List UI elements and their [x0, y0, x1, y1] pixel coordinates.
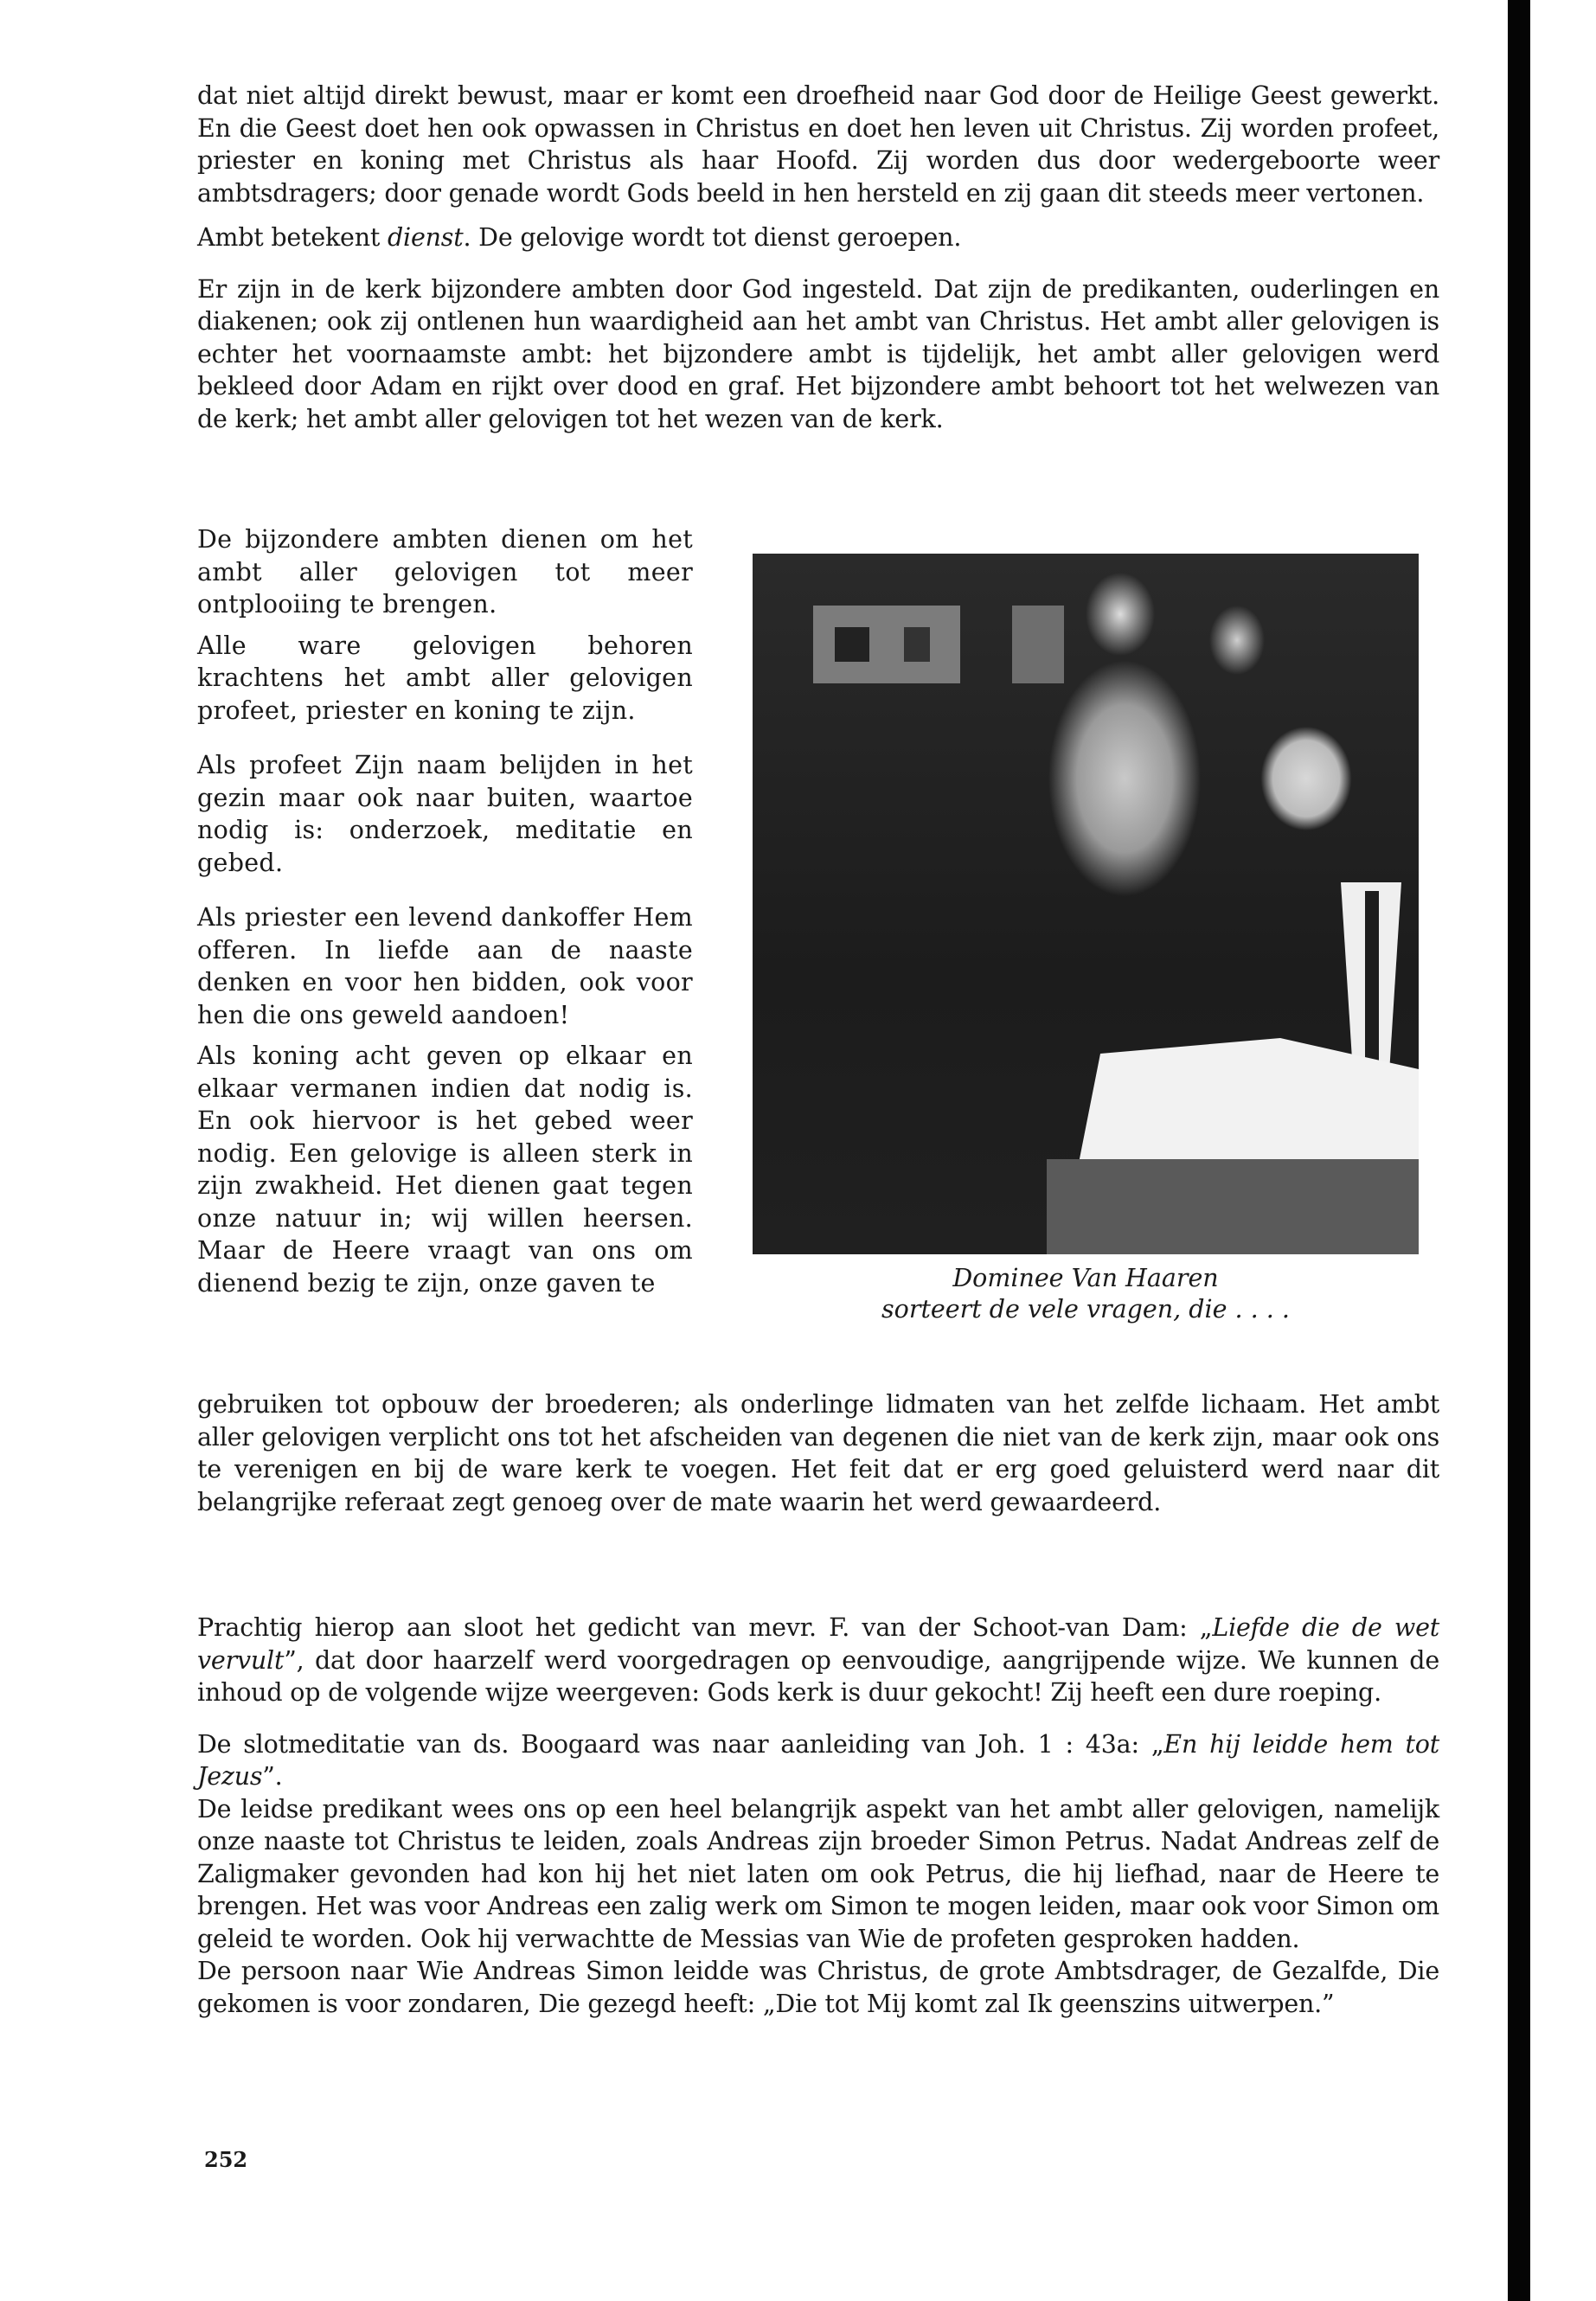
paragraph-gedicht: Prachtig hierop aan sloot het gedicht van mevr. F. van der Schoot-van Dam: „Liefde die de wet vervult”, dat door haarzelf werd voorgedragen op eenvoudige, aangrijpende wijze. We kunnen de inhoud op de volgende wijze weergeven: Gods kerk is duur gekocht! Zij heeft een dure roeping. — [197, 1613, 1439, 1707]
wall-frame — [813, 606, 960, 683]
page-number: 252 — [204, 2147, 248, 2172]
paragraph-bijzondere-ambten: Er zijn in de kerk bijzondere ambten door God ingesteld. Dat zijn de predikanten, ouderlingen en diakenen; ook zij ontlenen hun waardigheid aan het ambt van Christus. Het ambt aller gelovigen is echter het voornaamste ambt: het bijzondere ambt is tijdelijk, het ambt aller gelovigen werd bekleed door Adam en rijkt over dood en graf. Het bijzondere ambt behoort tot het welwezen van de kerk; het ambt aller gelovigen tot het wezen van de kerk. — [197, 274, 1439, 433]
paragraph-ambt-dienst: Ambt betekent dienst. De gelovige wordt tot dienst geroepen. — [197, 223, 962, 252]
caption-line-1: Dominee Van Haaren — [952, 1264, 1219, 1292]
paragraph-ontplooiing: De bijzondere ambten dienen om het ambt aller gelovigen tot meer ontplooiing te brengen. — [197, 525, 693, 619]
paragraph-slotmeditatie: De slotmeditatie van ds. Boogaard was naar aanleiding van Joh. 1 : 43a: „En hij leidde hem tot Jezus”. — [197, 1729, 1439, 1791]
article-body-continuation — [197, 1388, 1439, 1518]
narrow-column — [197, 523, 693, 1299]
scan-edge-bar — [1508, 0, 1530, 2301]
paragraph-ware-gelovigen: Alle ware gelovigen behoren krachtens het ambt aller gelovigen profeet, priester en koning te zijn. — [197, 631, 693, 725]
paragraph-leidse-predikant: De leidse predikant wees ons op een heel belangrijk aspekt van het ambt aller gelovigen, namelijk onze naaste tot Christus te leiden, zoals Andreas zijn broeder Simon Petrus. Nadat Andreas zelf de Zaligmaker gevonden had kon hij het niet laten om ook Petrus, die hij liefhad, naar de Heere te brengen. Het was voor Andreas een zalig werk om Simon te mogen leiden, maar ook voor Simon om geleid te worden. Ook hij verwachtte de Messias van Wie de profeten gesproken hadden. — [197, 1794, 1439, 1953]
photo-dominee-van-haaren — [753, 554, 1419, 1254]
paragraph-wedergeboorte: dat niet altijd direkt bewust, maar er komt een droefheid naar God door de Heilige Geest gewerkt. En die Geest doet hen ook opwassen in Christus en doet hen leven uit Christus. Zij worden profeet, priester en koning met Christus als haar Hoofd. Zij worden dus door wedergeboorte weer ambtsdragers; door genade wordt Gods beeld in hen hersteld en zij gaan dit steeds meer vertonen. — [197, 81, 1439, 208]
article-body-bottom — [197, 1612, 1439, 2020]
paragraph-koning: Als koning acht geven op elkaar en elkaar vermanen indien dat nodig is. En ook hiervoor is het gebed weer nodig. Een gelovige is alleen sterk in zijn zwakheid. Het dienen gaat tegen onze natuur in; wij willen heersen. Maar de Heere vraagt van ons om dienend bezig te zijn, onze gaven te — [197, 1042, 693, 1298]
wall-frame — [1012, 606, 1064, 683]
article-body-top — [197, 80, 1439, 435]
paragraph-priester: Als priester een levend dankoffer Hem offeren. In liefde aan de naaste denken en voor hen bidden, ook voor hen die ons geweld aandoen! — [197, 903, 693, 1029]
paragraph-opbouw: gebruiken tot opbouw der broederen; als onderlinge lidmaten van het zelfde lichaam. Het ambt aller gelovigen verplicht ons tot het afscheiden van degenen die niet van de kerk zijn, maar ook ons te verenigen en bij de ware kerk te voegen. Het feit dat er erg goed geluisterd werd naar dit belangrijke referaat zegt genoeg over de mate waarin het werd gewaardeerd. — [197, 1390, 1439, 1516]
man-shirt-tie — [1341, 882, 1401, 1073]
paragraph-persoon: De persoon naar Wie Andreas Simon leidde was Christus, de grote Ambtsdrager, de Gezalfde, Die gekomen is voor zondaren, Die gezegd heeft: „Die tot Mij komt zal Ik geenszins uitwerpen.” — [197, 1957, 1439, 2018]
paragraph-profeet: Als profeet Zijn naam belijden in het gezin maar ook naar buiten, waartoe nodig is: onderzoek, meditatie en gebed. — [197, 751, 693, 877]
desk — [1047, 1159, 1419, 1254]
caption-line-2: sorteert de vele vragen, die . . . . — [881, 1295, 1290, 1324]
photo-caption — [753, 1263, 1419, 1325]
